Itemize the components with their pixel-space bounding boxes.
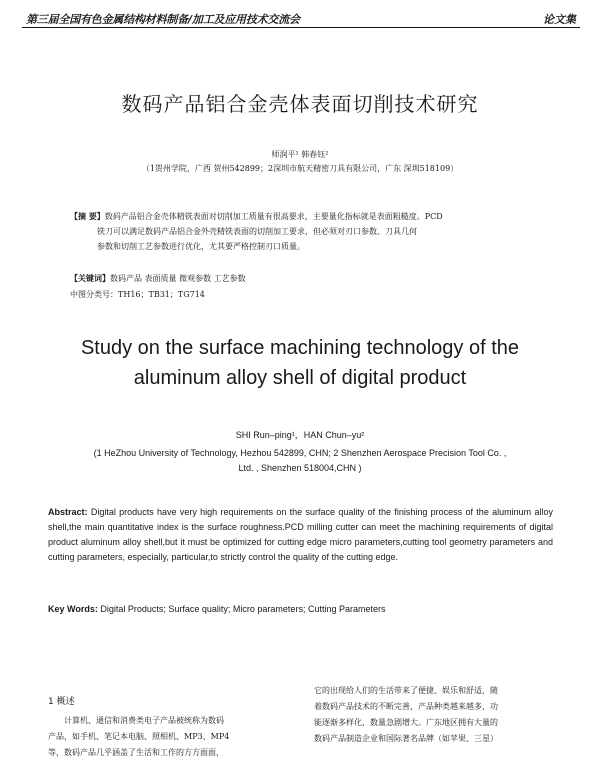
keywords-chinese-label: 【关键词】 [70, 273, 110, 283]
paper-title-chinese: 数码产品铝合金壳体表面切削技术研究 [121, 92, 479, 116]
affiliation-english-line-2: Ltd. , Shenzhen 518004,CHN ) [238, 463, 362, 473]
running-header-section: 论文集 [543, 13, 576, 26]
body-left-line-2: 产品，如手机、笔记本电脑、照相机、MP3、MP4 [48, 732, 230, 741]
running-header-title: 第三届全国有色金属结构材料制备/加工及应用技术交流会 [26, 13, 300, 26]
classification-text: TH16；TB31；TG714 [118, 290, 205, 299]
header-divider [22, 27, 580, 28]
abstract-chinese-line-3: 参数和切削工艺参数进行优化，尤其要严格控制刃口质量。 [97, 242, 305, 251]
section-heading-overview: 1 概述 [48, 697, 75, 707]
body-right-line-1: 它的出现给人们的生活带来了便捷、娱乐和舒适，随 [314, 686, 498, 695]
body-left-line-3: 等，数码产品几乎涵盖了生活和工作的方方面面， [48, 748, 224, 757]
body-column-right [314, 683, 557, 747]
keywords-english-label: Key Words: [48, 604, 98, 614]
affiliation-english [40, 446, 560, 476]
affiliation-chinese: （1贺州学院，广西 贺州542899；2深圳市航天精密刀具有限公司，广东 深圳518109） [141, 164, 459, 173]
abstract-chinese-line-2: 铣刀可以满足数码产品铝合金外壳精铣表面的切削加工要求，但必须对刃口参数、刀具几何 [97, 227, 417, 236]
keywords-english [48, 604, 385, 614]
body-right-line-2: 着数码产品技术的不断完善，产品种类越来越多，功 [314, 702, 498, 711]
body-left-line-1: 计算机、通信和消费类电子产品被统称为数码 [64, 716, 224, 725]
classification-number [70, 289, 205, 300]
keywords-english-text: Digital Products; Surface quality; Micro parameters; Cutting Parameters [100, 604, 386, 614]
classification-label: 中图分类号： [70, 290, 118, 299]
authors-chinese: 师润平¹ 韩春钰² [271, 150, 329, 159]
body-right-line-4: 数码产品制造企业和国际著名品牌（如苹果、三星） [314, 734, 498, 743]
affiliation-english-line-1: (1 HeZhou University of Technology, Hezhou 542899, CHN; 2 Shenzhen Aerospace Precision Tool Co. , [93, 448, 507, 458]
paper-title-english-line-1: Study on the surface machining technology of the [80, 337, 520, 359]
keywords-chinese [70, 273, 246, 284]
abstract-english [48, 505, 553, 565]
abstract-chinese-label: 【摘 要】 [70, 211, 105, 221]
paper-title-english [0, 333, 600, 393]
abstract-english-label: Abstract: [48, 507, 88, 517]
authors-english: SHI Run–ping¹，HAN Chun–yu² [235, 430, 365, 440]
abstract-chinese [70, 209, 525, 254]
abstract-chinese-line-1: 数码产品铝合金壳体精铣表面对切削加工质量有很高要求，主要量化指标就是表面粗糙度。PCD [104, 212, 443, 221]
keywords-chinese-text: 数码产品 表面质量 微观参数 工艺参数 [110, 274, 246, 283]
abstract-english-text: Digital products have very high requirements on the surface quality of the finishing process of the aluminum alloy shell,the main quantitative index is the surface roughness.PCD milling cutter can meet the machining requirements of digital product aluminum alloy shell,but it must be optimized for cutting edge micro parameters,cutting tool geometry parameters and cutting parameters, especially, particular,to strictly control the quality of the cutting edge. [48, 507, 553, 562]
body-right-line-3: 能逐渐多样化，数量急剧增大。广东地区拥有大量的 [314, 718, 498, 727]
paper-title-english-line-2: aluminum alloy shell of digital product [133, 367, 467, 389]
